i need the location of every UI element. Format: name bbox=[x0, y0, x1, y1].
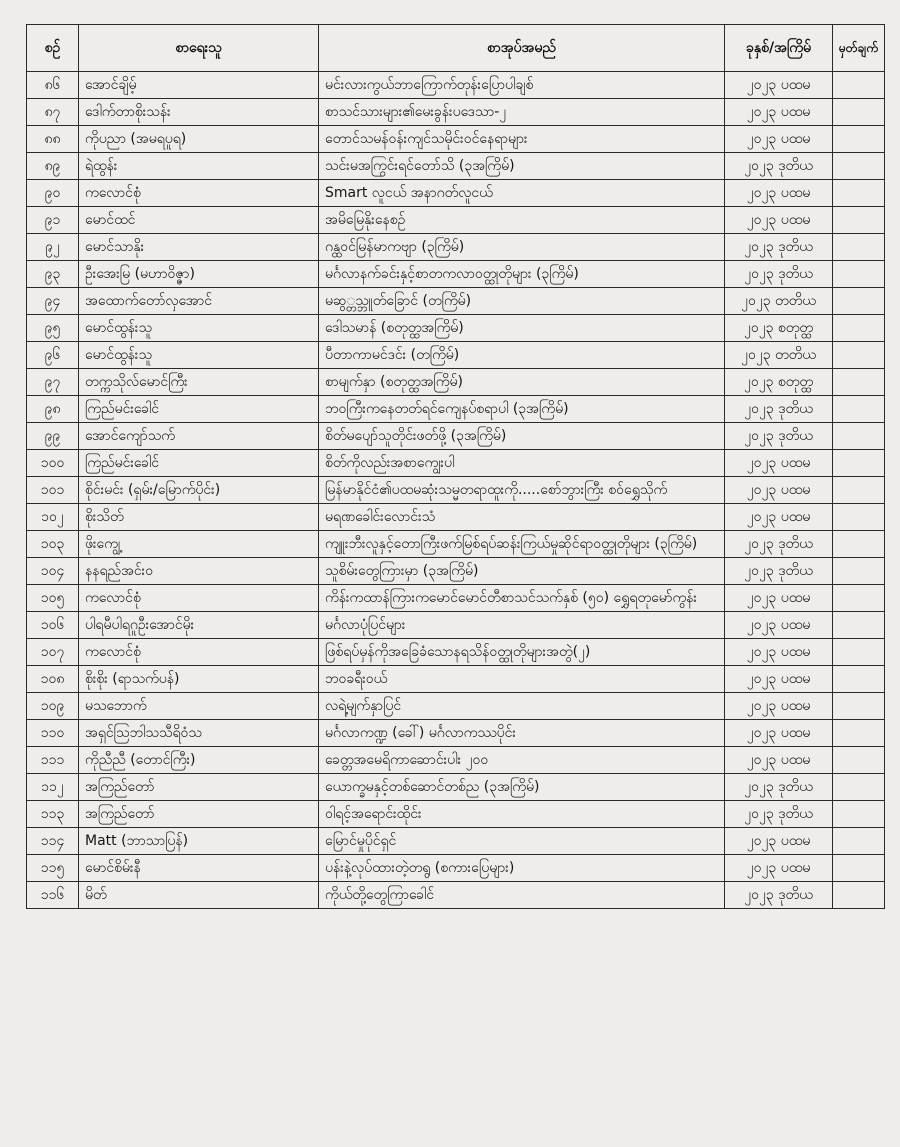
row-no: ၉၆ bbox=[27, 342, 79, 369]
row-title: မဆွ္တသ္ဘူတ်ခြောင် (တကြိမ်) bbox=[319, 288, 725, 315]
row-title: ကျူးဘီးလူနှင့်တောကြီးဖက်မြစ်ရပ်ဆန်းကြယ်မှုဆိုင်ရာဝတ္ထုတိုများ (၃ကြိမ်) bbox=[319, 531, 725, 558]
row-no: ၁၀၇ bbox=[27, 639, 79, 666]
row-no: ၁၁၅ bbox=[27, 855, 79, 882]
row-author: နနရည်အင်းဝ bbox=[79, 558, 319, 585]
row-author: အကြည်တော် bbox=[79, 801, 319, 828]
row-year: ၂၀၂၃ ပထမ bbox=[725, 207, 833, 234]
row-author: မောင်သာနိုး bbox=[79, 234, 319, 261]
row-remark bbox=[833, 666, 885, 693]
row-no: ၉၁ bbox=[27, 207, 79, 234]
table-row bbox=[27, 801, 885, 828]
table-row bbox=[27, 666, 885, 693]
table-row bbox=[27, 639, 885, 666]
row-year: ၂၀၂၃ စတုတ္ထ bbox=[725, 315, 833, 342]
row-author: ကလောင်စုံ bbox=[79, 180, 319, 207]
row-no: ၈၆ bbox=[27, 72, 79, 99]
row-title: ပီတာကာမင်ဒင်း (တကြိမ်) bbox=[319, 342, 725, 369]
row-title: ကိန်းကထာန်ကြားကမောင်မောင်တီစာသင်သက်နှစ် (၅၀) ရွှေရတုမော်ကွန်း bbox=[319, 585, 725, 612]
row-year: ၂၀၂၃ တတိယ bbox=[725, 342, 833, 369]
row-title: သင်းမအကြွင်းရင်တော်သိ (၃အကြိမ်) bbox=[319, 153, 725, 180]
row-title: မြန်မာနိုင်ငံ၏ပထမဆုံးသမ္မတရာထူးကို.....စော်ဘွားကြီး စဝ်ရွှေသိုက် bbox=[319, 477, 725, 504]
row-year: ၂၀၂၃ ဒုတိယ bbox=[725, 423, 833, 450]
row-author: အောင်ကျော်သက် bbox=[79, 423, 319, 450]
row-no: ၉၈ bbox=[27, 396, 79, 423]
row-no: ၈၉ bbox=[27, 153, 79, 180]
row-year: ၂၀၂၃ ဒုတိယ bbox=[725, 396, 833, 423]
row-author: Matt (ဘာသာပြန်) bbox=[79, 828, 319, 855]
row-remark bbox=[833, 558, 885, 585]
row-author: ဖိုးကျွေ့ bbox=[79, 531, 319, 558]
row-year: ၂၀၂၃ ပထမ bbox=[725, 180, 833, 207]
row-author: မောင်စိမ်းနီ bbox=[79, 855, 319, 882]
row-no: ၁၁၁ bbox=[27, 747, 79, 774]
row-author: ဒေါက်တာစိုးသန်း bbox=[79, 99, 319, 126]
row-no: ၁၁၀ bbox=[27, 720, 79, 747]
row-title: အမိမြေနိုးနေစဉ် bbox=[319, 207, 725, 234]
row-year: ၂၀၂၃ ပထမ bbox=[725, 72, 833, 99]
row-year: ၂၀၂၃ ဒုတိယ bbox=[725, 558, 833, 585]
row-year: ၂၀၂၃ ပထမ bbox=[725, 585, 833, 612]
row-title: စိတ်ကိုလည်းအစာကျွေးပါ bbox=[319, 450, 725, 477]
table-row bbox=[27, 558, 885, 585]
table-row bbox=[27, 720, 885, 747]
row-author: မောင်ထွန်းသူ bbox=[79, 342, 319, 369]
row-title: ဒေါသမာန် (စတုတ္ထအကြိမ်) bbox=[319, 315, 725, 342]
row-year: ၂၀၂၃ ပထမ bbox=[725, 639, 833, 666]
row-remark bbox=[833, 828, 885, 855]
row-remark bbox=[833, 207, 885, 234]
table-row bbox=[27, 369, 885, 396]
header-no: စဉ် bbox=[27, 25, 79, 72]
row-year: ၂၀၂၃ ဒုတိယ bbox=[725, 153, 833, 180]
row-remark bbox=[833, 774, 885, 801]
row-author: စိုင်းမင်း (ရှမ်း/မြောက်ပိုင်း) bbox=[79, 477, 319, 504]
table-row bbox=[27, 531, 885, 558]
row-title: တောင်သမန်ဝန်းကျင်သမိုင်းဝင်နေရာများ bbox=[319, 126, 725, 153]
row-no: ၁၀၅ bbox=[27, 585, 79, 612]
row-year: ၂၀၂၃ ပထမ bbox=[725, 450, 833, 477]
row-author: အထောက်တော်လှအောင် bbox=[79, 288, 319, 315]
row-remark bbox=[833, 423, 885, 450]
row-remark bbox=[833, 396, 885, 423]
row-remark bbox=[833, 180, 885, 207]
row-title: သူစိမ်းတွေကြားမှာ (၃အကြိမ်) bbox=[319, 558, 725, 585]
table-body bbox=[27, 72, 885, 909]
row-no: ၁၀၁ bbox=[27, 477, 79, 504]
row-author: ပါရမီပါရဂူဦးအောင်မိုး bbox=[79, 612, 319, 639]
row-remark bbox=[833, 234, 885, 261]
row-title: မြောင်မှုပိုင်ရှင် bbox=[319, 828, 725, 855]
row-remark bbox=[833, 531, 885, 558]
table-row bbox=[27, 693, 885, 720]
row-author: စိုးစိုး (ရာသက်ပန်) bbox=[79, 666, 319, 693]
row-author: ကြည်မင်းခေါင် bbox=[79, 450, 319, 477]
header-title: စာအုပ်အမည် bbox=[319, 25, 725, 72]
row-year: ၂၀၂၃ စတုတ္ထ bbox=[725, 369, 833, 396]
row-author: စိုးသိတ် bbox=[79, 504, 319, 531]
table-row bbox=[27, 288, 885, 315]
header-year: ခုနှစ်/အကြိမ် bbox=[725, 25, 833, 72]
row-no: ၁၀၄ bbox=[27, 558, 79, 585]
table-row bbox=[27, 882, 885, 909]
row-remark bbox=[833, 261, 885, 288]
row-title: မင်္ဂလာပုံပြင်များ bbox=[319, 612, 725, 639]
table-row bbox=[27, 342, 885, 369]
header-row bbox=[27, 25, 885, 72]
row-author: ကိုပညာ (အမရပူရ) bbox=[79, 126, 319, 153]
row-title: စိတ်မပျော်သူတိုင်းဖတ်ဖို့ (၃အကြိမ်) bbox=[319, 423, 725, 450]
row-remark bbox=[833, 72, 885, 99]
row-no: ၁၀၃ bbox=[27, 531, 79, 558]
row-remark bbox=[833, 342, 885, 369]
table-row bbox=[27, 585, 885, 612]
row-author: ကလောင်စုံ bbox=[79, 639, 319, 666]
row-no: ၉၃ bbox=[27, 261, 79, 288]
header-remark: မှတ်ချက် bbox=[833, 25, 885, 72]
table-row bbox=[27, 180, 885, 207]
table-row bbox=[27, 747, 885, 774]
row-author: ကလောင်စုံ bbox=[79, 585, 319, 612]
row-remark bbox=[833, 882, 885, 909]
row-year: ၂၀၂၃ ပထမ bbox=[725, 828, 833, 855]
row-author: မောင်ထွန်းသူ bbox=[79, 315, 319, 342]
row-remark bbox=[833, 747, 885, 774]
row-title: စာသင်သားများ၏မေးခွန်းပဒေသာ-၂ bbox=[319, 99, 725, 126]
row-no: ၁၀၉ bbox=[27, 693, 79, 720]
table-row bbox=[27, 261, 885, 288]
row-author: အောင်ချိမ့် bbox=[79, 72, 319, 99]
row-remark bbox=[833, 288, 885, 315]
table-row bbox=[27, 774, 885, 801]
table-row bbox=[27, 207, 885, 234]
row-no: ၁၀၂ bbox=[27, 504, 79, 531]
table-row bbox=[27, 477, 885, 504]
row-year: ၂၀၂၃ ဒုတိယ bbox=[725, 801, 833, 828]
row-no: ၉၄ bbox=[27, 288, 79, 315]
row-no: ၁၁၆ bbox=[27, 882, 79, 909]
row-remark bbox=[833, 99, 885, 126]
row-remark bbox=[833, 504, 885, 531]
row-no: ၁၀၈ bbox=[27, 666, 79, 693]
row-no: ၈၈ bbox=[27, 126, 79, 153]
table-row bbox=[27, 828, 885, 855]
row-no: ၉၇ bbox=[27, 369, 79, 396]
row-title: ဖြစ်ရပ်မှန်ကိုအခြေခံသောနရသိန်ဝတ္ထုတိုများအတွဲ(၂) bbox=[319, 639, 725, 666]
row-author: တက္ကသိုလ်မောင်ကြီး bbox=[79, 369, 319, 396]
row-year: ၂၀၂၃ ပထမ bbox=[725, 504, 833, 531]
row-author: မောင်ထင် bbox=[79, 207, 319, 234]
row-remark bbox=[833, 693, 885, 720]
row-no: ၁၁၄ bbox=[27, 828, 79, 855]
row-no: ၉၅ bbox=[27, 315, 79, 342]
table-row bbox=[27, 396, 885, 423]
row-title: ဂန္ထဝင်မြန်မာကဗျာ (၃ကြိမ်) bbox=[319, 234, 725, 261]
row-title: ဘဝခရီးဝယ် bbox=[319, 666, 725, 693]
row-author: ကြည်မင်းခေါင် bbox=[79, 396, 319, 423]
row-title: မင်္ဂလာကဏ္ဍ (ခေါ်) မင်္ဂလာကဿပိုင်း bbox=[319, 720, 725, 747]
row-title: မင်းလားကွယ်ဘာကြောက်တုန်းပြောပါချစ် bbox=[319, 72, 725, 99]
row-remark bbox=[833, 315, 885, 342]
row-remark bbox=[833, 855, 885, 882]
row-title: ပန်းနဲ့လုပ်ထားတဲ့တရွ (စကားပြေများ) bbox=[319, 855, 725, 882]
row-year: ၂၀၂၃ ပထမ bbox=[725, 477, 833, 504]
row-title: ဝါရင့်အရောင်းထိုင်း bbox=[319, 801, 725, 828]
row-remark bbox=[833, 639, 885, 666]
row-year: ၂၀၂၃ ပထမ bbox=[725, 126, 833, 153]
row-year: ၂၀၂၃ ပထမ bbox=[725, 612, 833, 639]
row-remark bbox=[833, 585, 885, 612]
row-no: ၉၀ bbox=[27, 180, 79, 207]
row-remark bbox=[833, 153, 885, 180]
row-no: ၈၇ bbox=[27, 99, 79, 126]
row-title: ကိုယ်တို့တွေကြာခေါင် bbox=[319, 882, 725, 909]
table-row bbox=[27, 855, 885, 882]
row-no: ၉၂ bbox=[27, 234, 79, 261]
table-row bbox=[27, 234, 885, 261]
row-year: ၂၀၂၃ ပထမ bbox=[725, 855, 833, 882]
row-title: ခေတ္တအမေရိကာဆောင်းပါး ၂၀၀ bbox=[319, 747, 725, 774]
row-title: ဘဝကြီးကနေတတ်ရင်ကျေနပ်စရာပါ (၃အကြိမ်) bbox=[319, 396, 725, 423]
header-author: စာရေးသူ bbox=[79, 25, 319, 72]
row-no: ၁၁၃ bbox=[27, 801, 79, 828]
row-year: ၂၀၂၃ ပထမ bbox=[725, 720, 833, 747]
table-row bbox=[27, 99, 885, 126]
row-author: အကြည်တော် bbox=[79, 774, 319, 801]
row-title: ယောက္ခမနှင့်တစ်ဆောင်တစ်ည (၃အကြိမ်) bbox=[319, 774, 725, 801]
book-register-table bbox=[26, 24, 885, 909]
row-year: ၂၀၂၃ ဒုတိယ bbox=[725, 882, 833, 909]
table-row bbox=[27, 450, 885, 477]
row-remark bbox=[833, 477, 885, 504]
row-remark bbox=[833, 369, 885, 396]
row-year: ၂၀၂၃ ပထမ bbox=[725, 99, 833, 126]
row-year: ၂၀၂၃ ဒုတိယ bbox=[725, 234, 833, 261]
table-row bbox=[27, 72, 885, 99]
row-title: လရဲ့မျက်နှာပြင် bbox=[319, 693, 725, 720]
row-no: ၁၀၀ bbox=[27, 450, 79, 477]
row-remark bbox=[833, 612, 885, 639]
row-no: ၉၉ bbox=[27, 423, 79, 450]
row-author: ဦးအေးမြ (မဟာဝိဇ္ဇာ) bbox=[79, 261, 319, 288]
row-title: စာမျက်နှာ (စတုတ္ထအကြိမ်) bbox=[319, 369, 725, 396]
row-remark bbox=[833, 720, 885, 747]
table-row bbox=[27, 504, 885, 531]
row-author: ရဲထွန်း bbox=[79, 153, 319, 180]
row-remark bbox=[833, 450, 885, 477]
row-no: ၁၁၂ bbox=[27, 774, 79, 801]
table-row bbox=[27, 315, 885, 342]
row-title: မရဏခေါင်းလောင်းသံ bbox=[319, 504, 725, 531]
row-year: ၂၀၂၃ ပထမ bbox=[725, 693, 833, 720]
row-remark bbox=[833, 126, 885, 153]
row-title: မင်္ဂလာနက်ခင်းနှင့်စာတကလာဝတ္ထုတိုများ (၃ကြိမ်) bbox=[319, 261, 725, 288]
table-row bbox=[27, 612, 885, 639]
row-year: ၂၀၂၃ ပထမ bbox=[725, 666, 833, 693]
table-row bbox=[27, 153, 885, 180]
row-author: မိတ် bbox=[79, 882, 319, 909]
row-author: မသဘောက် bbox=[79, 693, 319, 720]
row-remark bbox=[833, 801, 885, 828]
row-year: ၂၀၂၃ ပထမ bbox=[725, 747, 833, 774]
table-row bbox=[27, 423, 885, 450]
row-title: Smart လူငယ် အနာဂတ်လူငယ် bbox=[319, 180, 725, 207]
row-author: အရှင်ဩဘါသသီရိဝံသ bbox=[79, 720, 319, 747]
row-year: ၂၀၂၃ ဒုတိယ bbox=[725, 531, 833, 558]
row-year: ၂၀၂၃ ဒုတိယ bbox=[725, 774, 833, 801]
row-year: ၂၀၂၃ ဒုတိယ bbox=[725, 261, 833, 288]
row-year: ၂၀၂၃ တတိယ bbox=[725, 288, 833, 315]
row-author: ကိုညီညီ (တောင်ကြီး) bbox=[79, 747, 319, 774]
table-row bbox=[27, 126, 885, 153]
row-no: ၁၀၆ bbox=[27, 612, 79, 639]
